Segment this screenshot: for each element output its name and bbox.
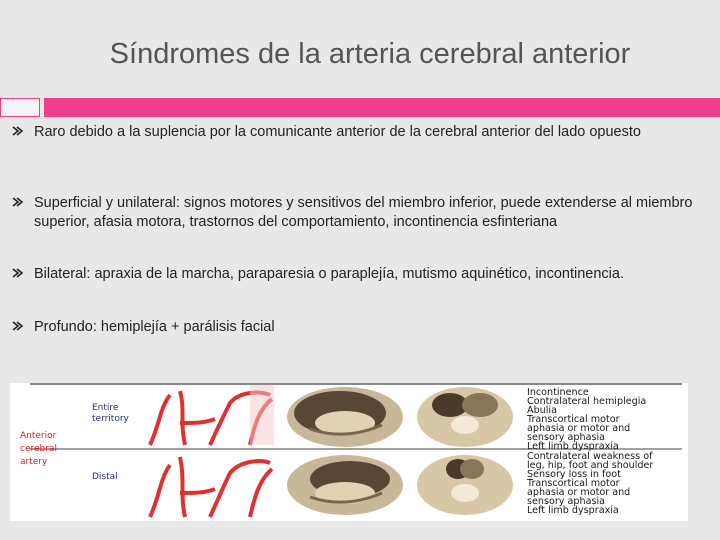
arrow-bullet-icon <box>10 195 24 209</box>
bullet-text: Superficial y unilateral: signos motores y sensitivos del miembro inferior, puede extenderse al miembro superior, afasia motora, trastornos del comportamiento, incontinencia esfinteriana <box>34 195 693 230</box>
artery-diagram-distal <box>150 457 272 517</box>
description-line: aphasia or motor and <box>527 487 631 498</box>
description-line: Contralateral weakness of <box>527 451 653 462</box>
side-label-line: artery <box>20 457 48 467</box>
row-label-line: Distal <box>92 472 118 482</box>
description-line: Transcortical motor <box>527 414 620 425</box>
brain-sagittal-distal <box>287 455 403 515</box>
side-label-line: Anterior <box>20 431 57 441</box>
arrow-bullet-icon <box>10 124 24 138</box>
slide-title: Síndromes de la arteria cerebral anterior <box>109 38 631 70</box>
bullet-text: Raro debido a la suplencia por la comunicante anterior de la cerebral anterior del lado opuesto <box>34 124 641 140</box>
description-line: Contralateral hemiplegia <box>527 396 647 407</box>
arrow-bullet-icon <box>10 319 24 333</box>
aca-syndromes-figure <box>10 383 688 521</box>
bullet-text: Profundo: hemiplejía + parálisis facial <box>34 319 275 335</box>
description-line: aphasia or motor and <box>527 423 631 434</box>
description-line: Transcortical motor <box>527 478 620 489</box>
accent-bar <box>44 98 720 117</box>
description-line: Left limb dyspraxia <box>527 505 619 516</box>
description-line: leg, hip, foot and shoulder <box>527 460 654 471</box>
row-label-line: territory <box>92 414 129 424</box>
description-line: sensory aphasia <box>527 432 605 443</box>
arrow-bullet-icon <box>10 266 24 280</box>
brain-coronal-entire <box>417 387 513 447</box>
accent-square <box>0 98 40 117</box>
description-line: Incontinence <box>527 387 589 398</box>
description-line: Sensory loss in foot <box>527 469 621 480</box>
description-line: sensory aphasia <box>527 496 605 507</box>
row-label-line: Entire <box>92 403 119 413</box>
bullet-text: Bilateral: apraxia de la marcha, paraparesia o paraplejía, mutismo aquinético, incontinencia. <box>34 266 624 282</box>
description-line: Left limb dyspraxia <box>527 441 619 452</box>
brain-sagittal-entire <box>287 387 403 447</box>
description-line: Abulia <box>527 405 557 416</box>
side-label-line: cerebral <box>20 444 57 454</box>
brain-coronal-distal <box>417 455 513 515</box>
figure-svg <box>10 383 688 521</box>
